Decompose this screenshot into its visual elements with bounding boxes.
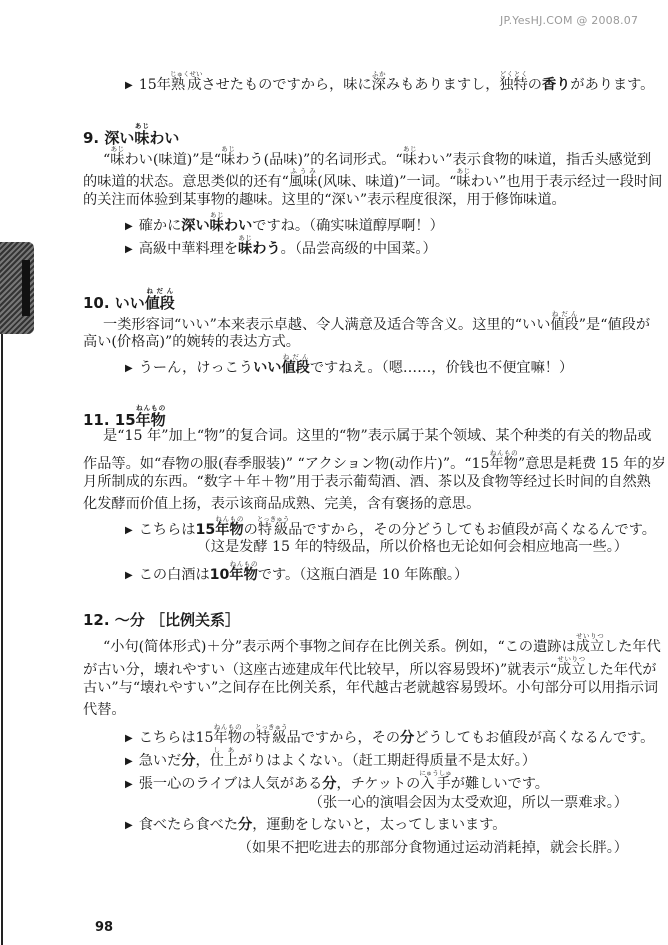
bold-term: 分	[322, 776, 337, 792]
text-run: がりはよくない。（赶工期赶得质量不是太好。）	[238, 753, 537, 769]
furigana-word	[557, 655, 586, 678]
example-sentence	[125, 769, 549, 795]
furigana-word	[220, 145, 236, 168]
furigana-word	[209, 211, 224, 234]
text-run: 値段	[144, 294, 175, 312]
text-run: 的关注而体验到某事物的趣味。这里的“深い”表示程度很深，用于修饰味道。	[83, 192, 566, 208]
text-run: 12. ～分 ［比例关系］	[83, 611, 241, 629]
bold-term: 香り	[541, 77, 571, 93]
furigana-word	[489, 449, 518, 472]
text-run: の	[243, 522, 258, 538]
furigana: とっきゅう	[255, 723, 288, 731]
furigana: あじ	[220, 145, 236, 153]
furigana-word	[238, 234, 253, 257]
text-run: 独特	[499, 77, 528, 93]
paragraph-line	[83, 449, 666, 474]
bold-term: 年物	[215, 522, 244, 538]
text-run: わう(品味)”的名词形式。“	[235, 152, 403, 168]
bold-term: 分	[400, 730, 415, 746]
bold-term: 味	[209, 218, 224, 234]
text-run: 的味道的状态。意思类似的还有“	[83, 174, 289, 190]
paragraph-line	[103, 426, 651, 446]
furigana: あじ	[209, 211, 224, 219]
text-run: 年物	[213, 730, 242, 746]
example-sentence	[125, 815, 506, 836]
bold-term: わう	[252, 241, 281, 257]
bullet-icon: ▶	[125, 525, 133, 536]
text-run: ”意思是耗费 15 年的岁	[517, 456, 666, 472]
text-run: 11. 15	[83, 411, 136, 429]
paragraph-line	[103, 632, 661, 657]
example-sentence	[125, 353, 573, 379]
furigana-word	[456, 167, 471, 190]
chapter-thumb-tab	[0, 242, 34, 334]
furigana: ねだん	[144, 287, 175, 295]
bold-term: 15	[195, 522, 216, 538]
text-run: 熟成	[169, 77, 203, 93]
text-run: 入手	[419, 776, 452, 792]
bullet-icon: ▶	[125, 570, 133, 581]
text-run: 古い”与“壊れやすい”之间存在比例关系，年代越古老就越容易毁坏。小句部分可以用指示词	[83, 680, 659, 696]
paragraph-line	[83, 332, 300, 352]
furigana: しあ	[209, 746, 239, 754]
text-run: 特級	[255, 730, 288, 746]
text-run: （张一心的演唱会因为太受欢迎，所以一票难求。）	[308, 795, 628, 811]
text-run: わい	[149, 129, 180, 147]
text-run: があります。	[570, 77, 655, 93]
text-run: 15年	[138, 77, 171, 93]
text-run: 高い(价格高)”的婉转的表达方式。	[83, 334, 300, 350]
text-run: の	[527, 77, 542, 93]
bold-term: 10	[209, 567, 230, 583]
bullet-icon: ▶	[125, 244, 133, 255]
furigana-word	[371, 70, 386, 93]
furigana: ふうみ	[288, 167, 318, 175]
text-run: ですね。（确实味道醇厚啊！）	[252, 218, 444, 234]
bold-term: 深い	[181, 218, 210, 234]
paragraph-line	[83, 494, 480, 514]
text-run: （如果不把吃进去的那部分食物通过运动消耗掉，就会长胖。）	[237, 840, 628, 856]
bullet-icon: ▶	[125, 820, 133, 831]
example-sentence	[125, 234, 437, 260]
bold-term: 味	[238, 241, 253, 257]
furigana-word	[499, 70, 528, 93]
example-sentence	[125, 70, 654, 96]
text-run: 味	[402, 152, 417, 168]
example-translation	[309, 793, 628, 813]
furigana: ねんもの	[135, 404, 166, 412]
furigana-word	[215, 515, 244, 538]
furigana-word	[550, 310, 579, 333]
furigana-word	[281, 353, 310, 376]
example-translation	[197, 537, 628, 557]
text-run: 9. 深い	[83, 129, 135, 147]
paragraph-line	[83, 655, 656, 680]
text-run: 味	[110, 152, 125, 168]
paragraph-line	[83, 472, 651, 492]
bullet-icon: ▶	[125, 221, 133, 232]
text-run: こちらは15	[138, 730, 214, 746]
text-run: 是“15 年”加上“物”的复合词。这里的“物”表示属于某个领域、某个种类的有关的物品或	[103, 428, 652, 444]
text-run: 特級	[256, 522, 290, 538]
bullet-icon: ▶	[125, 779, 133, 790]
text-run: 張一心のライブは人気がある	[138, 776, 323, 792]
furigana: せいりつ	[575, 632, 605, 640]
paragraph-line	[83, 678, 658, 698]
furigana-word	[256, 515, 290, 538]
text-run: ”是“値段が	[578, 317, 651, 333]
furigana: あじ	[110, 145, 125, 153]
text-run: 品ですから，その分どうしてもお値段が高くなるんです。	[288, 522, 656, 538]
text-run: 月所制成的东西。“数字＋年＋物”用于表示葡萄酒、酒、茶以及食物等经过长时间的自然熟	[83, 474, 651, 490]
furigana: とっきゅう	[256, 515, 290, 523]
paragraph-line	[83, 167, 662, 192]
section-heading	[83, 610, 240, 630]
furigana: あじ	[134, 122, 150, 130]
furigana-word	[419, 769, 452, 792]
text-run: させたものですから，味に	[201, 77, 372, 93]
text-run: した年代	[604, 639, 661, 655]
furigana-word	[575, 632, 605, 655]
text-run: ですねえ。（嗯……，价钱也不便宜嘛！）	[309, 360, 574, 376]
bold-term: 分	[181, 753, 196, 769]
text-run: 年物	[489, 456, 518, 472]
text-run: 化发酵而价值上扬，表示该商品成熟、完美，含有褒扬的意思。	[83, 496, 481, 512]
furigana: ねんもの	[489, 449, 518, 457]
furigana-word	[229, 560, 258, 583]
furigana: あじ	[402, 145, 417, 153]
furigana: ねんもの	[229, 560, 258, 568]
text-run: この白酒は	[138, 567, 210, 583]
text-run: が難しいです。	[450, 776, 549, 792]
text-run: （这是发酵 15 年的特级品，所以价格也无论如何会相应地高一些。）	[196, 539, 628, 555]
text-run: 代替。	[83, 702, 126, 718]
text-run: (风味、味道)”一词。“	[317, 174, 457, 190]
text-run: 仕上	[209, 753, 239, 769]
text-run: 急いだ	[138, 753, 182, 769]
furigana: にゅうしゅ	[419, 769, 452, 777]
bold-term: 値段	[281, 360, 310, 376]
bullet-icon: ▶	[125, 363, 133, 374]
example-sentence	[125, 560, 468, 586]
bold-term: いい	[253, 360, 282, 376]
text-run: 一类形容词“いい”本来表示卓越、令人满意及适合等含义。这里的“いい	[103, 317, 551, 333]
text-run: 10. いい	[83, 294, 145, 312]
text-run: ，チケットの	[336, 776, 421, 792]
text-run: 成立	[557, 662, 586, 678]
text-run: 作品等。如“春物の服(春季服装)” “アクション物(动作片)”。“15	[83, 456, 490, 472]
furigana: せいりつ	[557, 655, 586, 663]
text-run: “小句(简体形式)＋分”表示两个事物之间存在比例关系。例如，“この遺跡は	[103, 639, 576, 655]
furigana-word	[255, 723, 288, 746]
furigana: ねんもの	[215, 515, 244, 523]
furigana: ねんもの	[213, 723, 242, 731]
paragraph-line	[83, 190, 566, 210]
paragraph-line	[83, 700, 126, 720]
text-run: 深	[371, 77, 386, 93]
text-run: 高級中華料理を	[138, 241, 239, 257]
furigana: じゅくせい	[169, 70, 203, 78]
furigana-word	[402, 145, 417, 168]
furigana-word	[110, 145, 125, 168]
text-run: です。（这瓶白酒是 10 年陈酿。）	[257, 567, 469, 583]
bullet-icon: ▶	[125, 80, 133, 91]
bold-term: 分	[238, 817, 253, 833]
watermark: JP.YesHJ.COM @ 2008.07	[500, 14, 639, 27]
text-run: 値段	[550, 317, 579, 333]
text-run: 年物	[135, 411, 166, 429]
furigana: ねだん	[281, 353, 310, 361]
example-translation	[238, 838, 628, 858]
bold-term: わい	[223, 218, 253, 234]
text-run: 風味	[288, 174, 318, 190]
text-run: ，	[195, 753, 210, 769]
furigana: ねだん	[550, 310, 579, 318]
text-run: の	[241, 730, 257, 746]
text-run: うーん，けっこう	[138, 360, 254, 376]
furigana-word	[213, 723, 242, 746]
text-run: こちらは	[138, 522, 196, 538]
text-run: 味	[456, 174, 471, 190]
text-run: 味	[134, 129, 150, 147]
text-run: 品ですから，その	[286, 730, 401, 746]
text-run: が古い分，壊れやすい（这座古迹建成年代比较早，所以容易毁坏)”就表示“	[83, 662, 558, 678]
furigana: ふか	[371, 70, 386, 78]
furigana-word	[288, 167, 318, 190]
bullet-icon: ▶	[125, 756, 133, 767]
bold-term: 年物	[229, 567, 258, 583]
bullet-icon: ▶	[125, 733, 133, 744]
text-run: わい”也用于表示经过一段时间	[470, 174, 663, 190]
text-run: 成立	[575, 639, 605, 655]
text-run: みもありますし，	[385, 77, 500, 93]
text-run: 。（品尝高级的中国菜。）	[280, 241, 437, 257]
furigana-word	[209, 746, 239, 769]
page-number: 98	[95, 920, 114, 935]
text-run: 味	[220, 152, 236, 168]
furigana: あじ	[238, 234, 253, 242]
furigana: あじ	[456, 167, 471, 175]
text-run: 確かに	[138, 218, 182, 234]
text-run: ，運動をしないと，太ってしまいます。	[252, 817, 507, 833]
text-run: “	[103, 152, 111, 168]
furigana-word	[169, 70, 203, 93]
text-run: どうしてもお値段が高くなるんです。	[414, 730, 655, 746]
text-run: わい”表示食物的味道，指舌头感觉到	[416, 152, 652, 168]
furigana: どくとく	[499, 70, 528, 78]
text-run: した年代が	[585, 662, 657, 678]
page-edge-line	[1, 334, 3, 945]
text-run: わい(味道)”是“	[124, 152, 221, 168]
text-run: 食べたら食べた	[138, 817, 239, 833]
